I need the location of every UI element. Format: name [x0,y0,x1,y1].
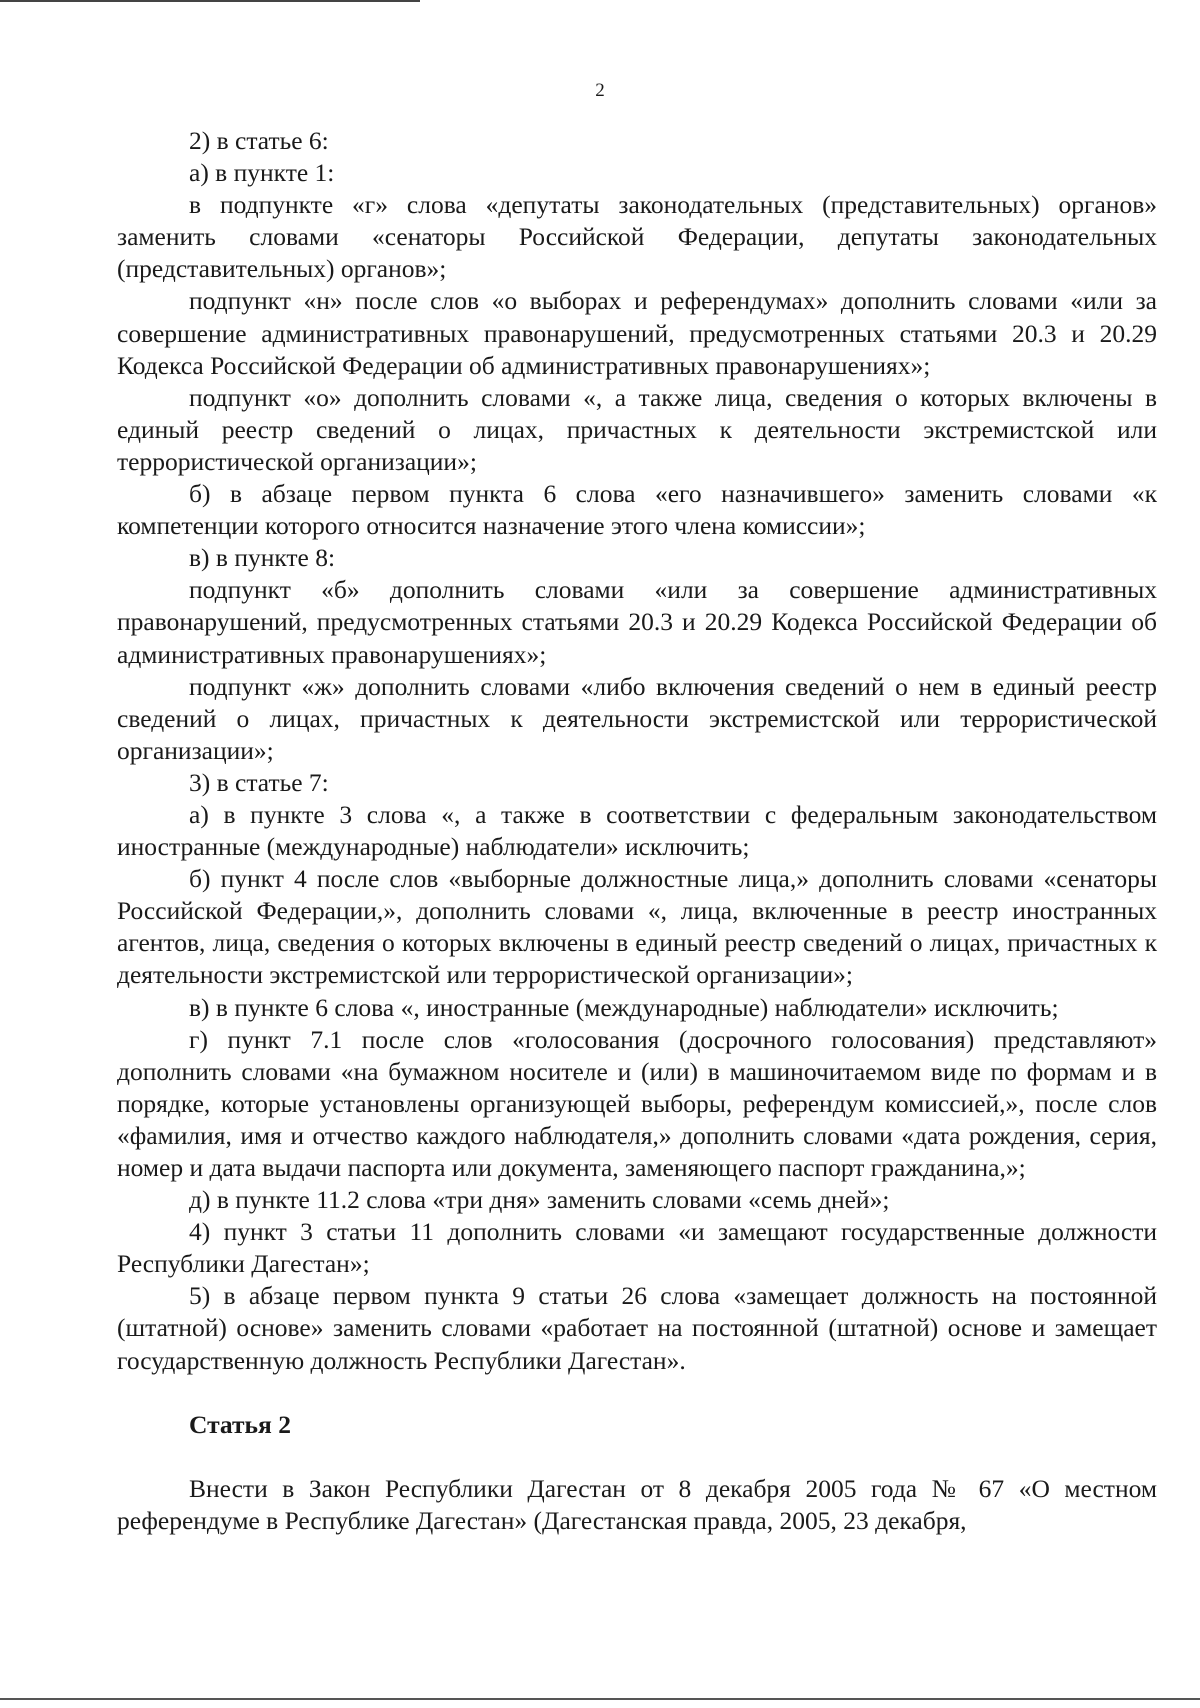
paragraph: подпункт «н» после слов «о выборах и референдумах» дополнить словами «или за совершение административных правонарушений, предусмотренных статьями 20.3 и 20.29 Кодекса Российской Федерации об административных правонарушениях»; [117,286,1157,380]
paragraph: г) пункт 7.1 после слов «голосования (досрочного голосования) представляют» дополнить словами «на бумажном носителе и (или) в машиночитаемом виде по формам и в порядке, которые установлены организующей выборы, референдум комиссией,», после слов «фамилия, имя и отчество каждого наблюдателя,» дополнить словами «дата рождения, серия, номер и дата выдачи паспорта или документа, заменяющего паспорт гражданина,»; [117,1024,1157,1182]
paragraph: 5) в абзаце первом пункта 9 статьи 26 слова «замещает должность на постоянной (штатной) основе» заменить словами «работает на постоянной (штатной) основе и замещает государственную должность Республики Дагестан». [117,1281,1157,1375]
paragraph: б) пункт 4 после слов «выборные должностные лица,» дополнить словами «сенаторы Российской Федерации,», дополнить словами «, лица, включенные в реестр иностранных агентов, лица, сведения о которых включены в единый реестр сведений о лицах, причастных к деятельности экстремистской или террористической организации»; [117,864,1157,990]
paragraph: подпункт «б» дополнить словами «или за совершение административных правонарушений, предусмотренных статьями 20.3 и 20.29 Кодекса Российской Федерации об административных правонарушениях»; [117,575,1157,669]
paragraph: 4) пункт 3 статьи 11 дополнить словами «и замещают государственные должности Республики Дагестан»; [117,1217,1157,1279]
paragraph: 3) в статье 7: [189,767,329,797]
paragraph: в подпункте «г» слова «депутаты законодательных (представительных) органов» заменить словами «сенаторы Российской Федерации, депутаты законодательных (представительных) органов»; [117,190,1157,284]
paragraph: в) в пункте 6 слова «, иностранные (международные) наблюдатели» исключить; [189,992,1059,1022]
paragraph: б) в абзаце первом пункта 6 слова «его назначившего» заменить словами «к компетенции которого относится назначение этого члена комиссии»; [117,479,1157,541]
paragraph: подпункт «ж» дополнить словами «либо включения сведений о нем в единый реестр сведений о лицах, причастных к деятельности экстремистской или террористической организации»; [117,671,1157,765]
article-paragraph: Внести в Закон Республики Дагестан от 8 декабря 2005 года № 67 «О местном референдуме в Республике Дагестан» (Дагестанская правда, 2005, 23 декабря, [117,1473,1157,1535]
scan-edge-top [0,0,420,2]
paragraph: д) в пункте 11.2 слова «три дня» заменить словами «семь дней»; [189,1185,890,1215]
paragraph: в) в пункте 8: [189,543,336,573]
article-heading: Статья 2 [189,1409,291,1439]
paragraph: а) в пункте 3 слова «, а также в соответствии с федеральным законодательством иностранные (международные) наблюдатели» исключить; [117,799,1157,862]
paragraph: а) в пункте 1: [189,158,335,188]
page-number: 2 [595,80,605,101]
scan-edge-bottom [0,1698,1200,1700]
paragraph: 2) в статье 6: [189,126,329,155]
document-body [117,125,1157,1537]
paragraph: подпункт «о» дополнить словами «, а также лица, сведения о которых включены в единый реестр сведений о лицах, причастных к деятельности экстремистской или террористической организации»; [117,382,1157,476]
